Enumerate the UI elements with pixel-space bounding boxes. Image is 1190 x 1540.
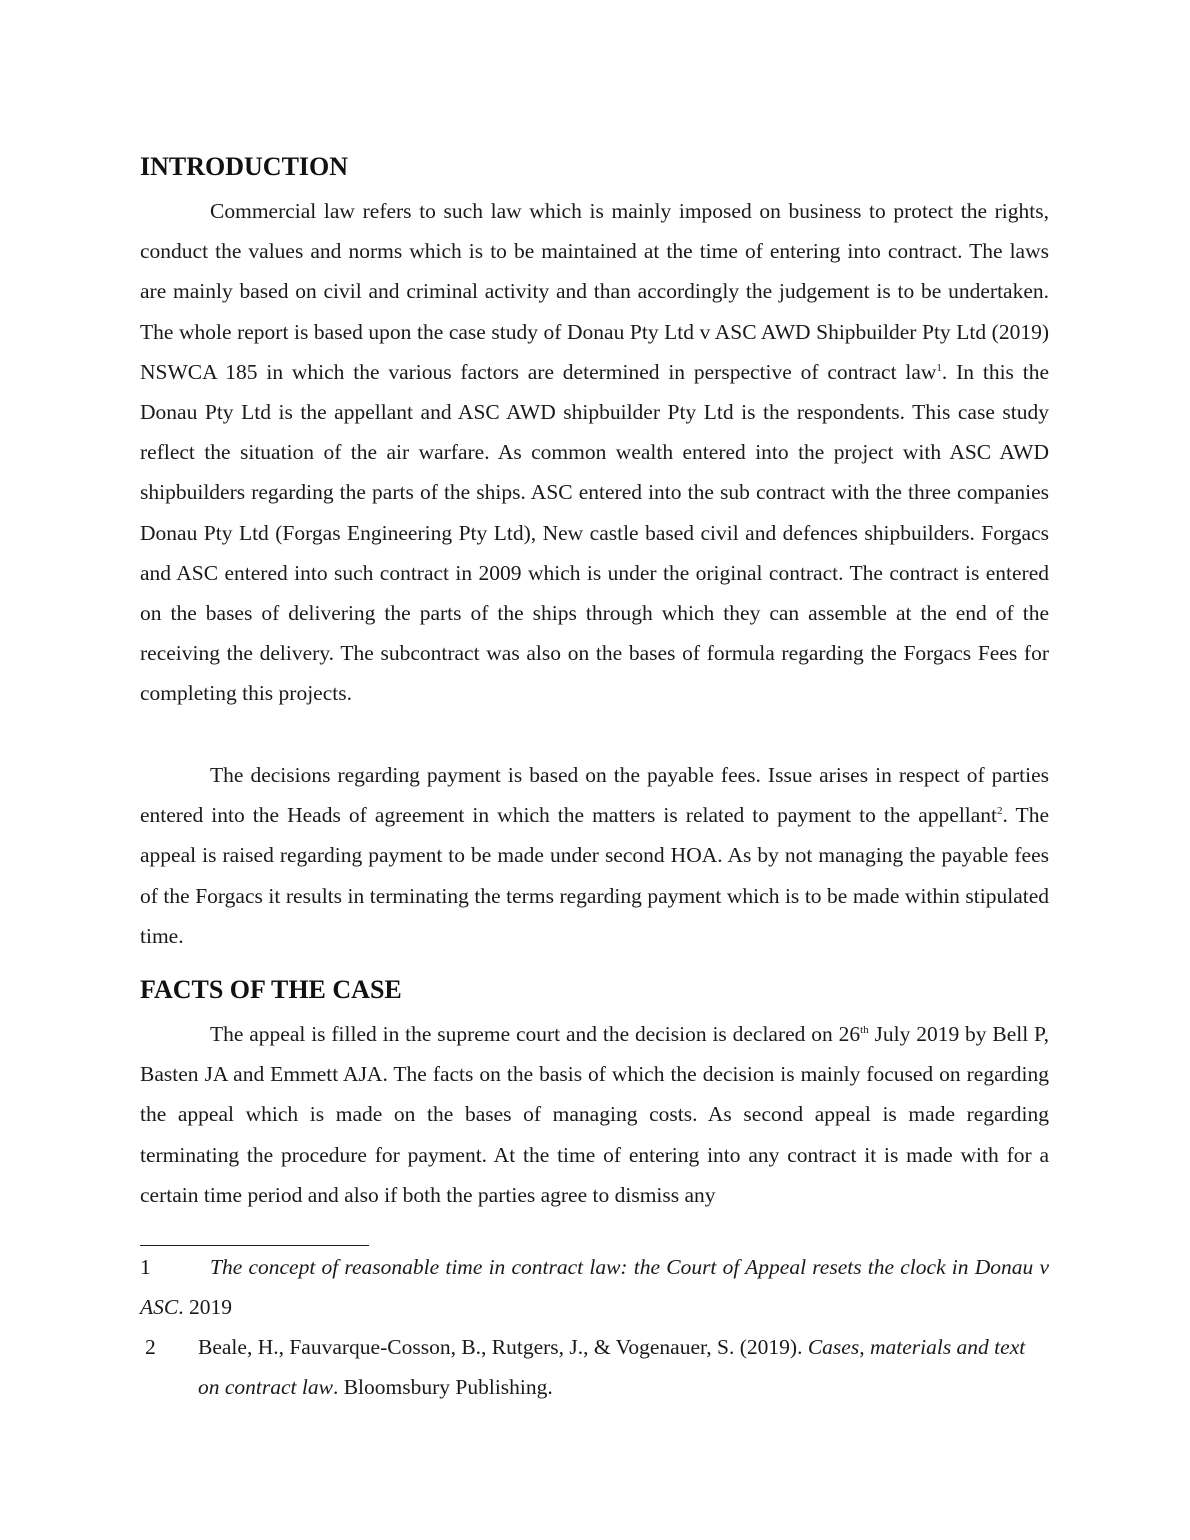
facts-paragraph-1 (140, 1014, 1049, 1215)
footnote-ref-2[interactable]: 2 (997, 805, 1003, 818)
footnote-number: 1 (140, 1255, 151, 1279)
footnote-separator (140, 1245, 369, 1246)
paragraph-text: July 2019 by Bell P, Basten JA and Emmett AJA. The facts on the basis of which the decision is mainly focused on regarding the appeal which is made on the bases of managing costs. As second appeal is made regarding terminating the procedure for payment. At the time of entering into any contract it is made with for a certain time period and also if both the parties agree to dismiss any (140, 1022, 1050, 1207)
paragraph-text: . In this the Donau Pty Ltd is the appellant and ASC AWD shipbuilder Pty Ltd is the respondents. This case study reflect the situation of the air warfare. As common wealth entered into the project with ASC AWD shipbuilders regarding the parts of the ships. ASC entered into the sub contract with the three companies Donau Pty Ltd (Forgas Engineering Pty Ltd), New castle based civil and defences shipbuilders. Forgacs and ASC entered into such contract in 2009 which is under the original contract. The contract is entered on the bases of delivering the parts of the ships through which they can assemble at the end of the receiving the delivery. The subcontract was also on the bases of formula regarding the Forgacs Fees for completing this projects. (140, 359, 1049, 706)
paragraph-text: The decisions regarding payment is based on the payable fees. Issue arises in respect of parties entered into the Heads of agreement in which the matters is related to payment to the appellant (140, 763, 1049, 828)
facts-heading: FACTS OF THE CASE (140, 975, 402, 1004)
footnote-tail: . Bloomsbury Publishing. (332, 1375, 553, 1399)
footnote-ref-1[interactable]: 1 (936, 361, 942, 374)
footnote-2 (140, 1327, 1049, 1407)
ordinal-suffix: th (860, 1023, 869, 1036)
footnote-authors: Beale, H., Fauvarque-Cosson, B., Rutgers, J., & Vogenauer, S. (2019). (198, 1335, 808, 1359)
introduction-paragraph-1 (140, 191, 1049, 714)
footnote-number: 2 (145, 1335, 156, 1359)
footnote-text (198, 1327, 1028, 1407)
footnote-title: Cases, materials and text on contract law (198, 1335, 1026, 1399)
introduction-paragraph-2 (140, 755, 1049, 956)
paragraph-text: The appeal is filled in the supreme court and the decision is declared on 26 (210, 1022, 861, 1046)
footnote-title: The concept of reasonable time in contract law: the Court of Appeal resets the clock in Donau v ASC (140, 1255, 1049, 1319)
paragraph-text: Commercial law refers to such law which is mainly imposed on business to protect the rights, conduct the values and norms which is to be maintained at the time of entering into contract. The laws are mainly based on civil and criminal activity and than accordingly the judgement is to be undertaken. The whole report is based upon the case study of Donau Pty Ltd v ASC AWD Shipbuilder Pty Ltd (2019) NSWCA 185 in which the various factors are determined in perspective of contract law (140, 199, 1049, 384)
paragraph-text: . The appeal is raised regarding payment to be made under second HOA. As by not managing the payable fees of the Forgacs it results in terminating the terms regarding payment which is to be made within stipulated time. (140, 803, 1049, 948)
introduction-heading: INTRODUCTION (140, 152, 349, 181)
footnote-tail: . 2019 (178, 1295, 232, 1319)
footnote-1 (140, 1247, 1049, 1327)
